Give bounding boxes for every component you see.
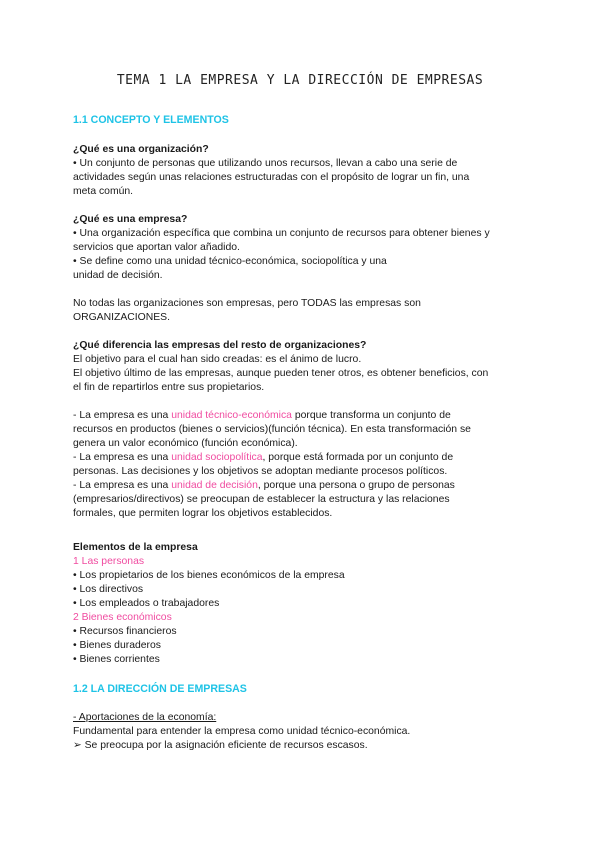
section-heading-direccion: 1.2 LA DIRECCIÓN DE EMPRESAS [73, 683, 247, 695]
paragraph-line: Fundamental para entender la empresa como unidad técnico-económica. [73, 726, 411, 737]
question-organizacion: ¿Qué es una organización? [73, 144, 209, 155]
elements-subheading-bienes: 2 Bienes económicos [73, 612, 172, 623]
elements-subheading-personas: 1 Las personas [73, 556, 145, 567]
text-run: - La empresa es una [73, 480, 172, 491]
text-run: - La empresa es una [73, 410, 172, 421]
paragraph-line: (empresarios/directivos) se preocupan de establecer la estructura y las relaciones [73, 494, 450, 505]
list-item: • Bienes duraderos [73, 640, 161, 651]
text-run: - La empresa es una [73, 452, 172, 463]
document-title: TEMA 1 LA EMPRESA Y LA DIRECCIÓN DE EMPRESAS [116, 73, 484, 88]
paragraph-line: • Se define como una unidad técnico-económica, sociopolítica y una [73, 256, 387, 267]
question-empresa: ¿Qué es una empresa? [73, 214, 188, 225]
paragraph-line: No todas las organizaciones son empresas, pero TODAS las empresas son [73, 298, 421, 309]
paragraph-line: ORGANIZACIONES. [73, 312, 170, 323]
paragraph-line: el fin de repartirlos entre sus propietarios. [73, 382, 265, 393]
elements-heading: Elementos de la empresa [73, 542, 198, 553]
text-run: , porque una persona o grupo de personas [257, 480, 455, 491]
section-heading-concepto: 1.1 CONCEPTO Y ELEMENTOS [73, 114, 229, 126]
list-item: • Los empleados o trabajadores [73, 598, 220, 609]
paragraph-line: formales, que permiten lograr los objetivos establecidos. [73, 508, 333, 519]
subheading-aportaciones: - Aportaciones de la economía: [73, 712, 217, 723]
paragraph-line: genera un valor económico (función económica). [73, 438, 298, 449]
list-item: • Bienes corrientes [73, 654, 160, 665]
paragraph-line: • Un conjunto de personas que utilizando unos recursos, llevan a cabo una serie de [73, 158, 458, 169]
paragraph-line: • Una organización específica que combina un conjunto de recursos para obtener bienes y [73, 228, 490, 239]
paragraph-line: unidad de decisión. [73, 270, 163, 281]
paragraph-line: actividades según unas relaciones estructuradas con el propósito de lograr un fin, una [73, 172, 470, 183]
text-run: porque transforma un conjunto de [291, 410, 451, 421]
list-item: • Recursos financieros [73, 626, 177, 637]
paragraph-line: El objetivo último de las empresas, aunque pueden tener otros, es obtener beneficios, con [73, 368, 489, 379]
text-run: , porque está formada por un conjunto de [262, 452, 454, 463]
paragraph-line: El objetivo para el cual han sido creadas: es el ánimo de lucro. [73, 354, 362, 365]
paragraph-line: meta común. [73, 186, 134, 197]
question-diferencia: ¿Qué diferencia las empresas del resto de organizaciones? [73, 340, 367, 351]
paragraph-line [73, 409, 543, 423]
paragraph-line [73, 451, 543, 465]
list-item: • Los propietarios de los bienes económicos de la empresa [73, 570, 345, 581]
paragraph-line: servicios que aportan valor añadido. [73, 242, 240, 253]
paragraph-line [73, 479, 543, 493]
highlight-unidad-decision: unidad de decisión [171, 480, 258, 491]
highlight-sociopolitica: unidad sociopolítica [171, 452, 263, 463]
paragraph-line: ➢ Se preocupa por la asignación eficiente de recursos escasos. [73, 740, 368, 751]
list-item: • Los directivos [73, 584, 144, 595]
paragraph-line: personas. Las decisiones y los objetivos se adoptan mediante procesos políticos. [73, 466, 448, 477]
paragraph-line: recursos en productos (bienes o servicios)(función técnica). En esta transformación se [73, 424, 471, 435]
highlight-tecnico-economica: unidad técnico-económica [171, 410, 292, 421]
